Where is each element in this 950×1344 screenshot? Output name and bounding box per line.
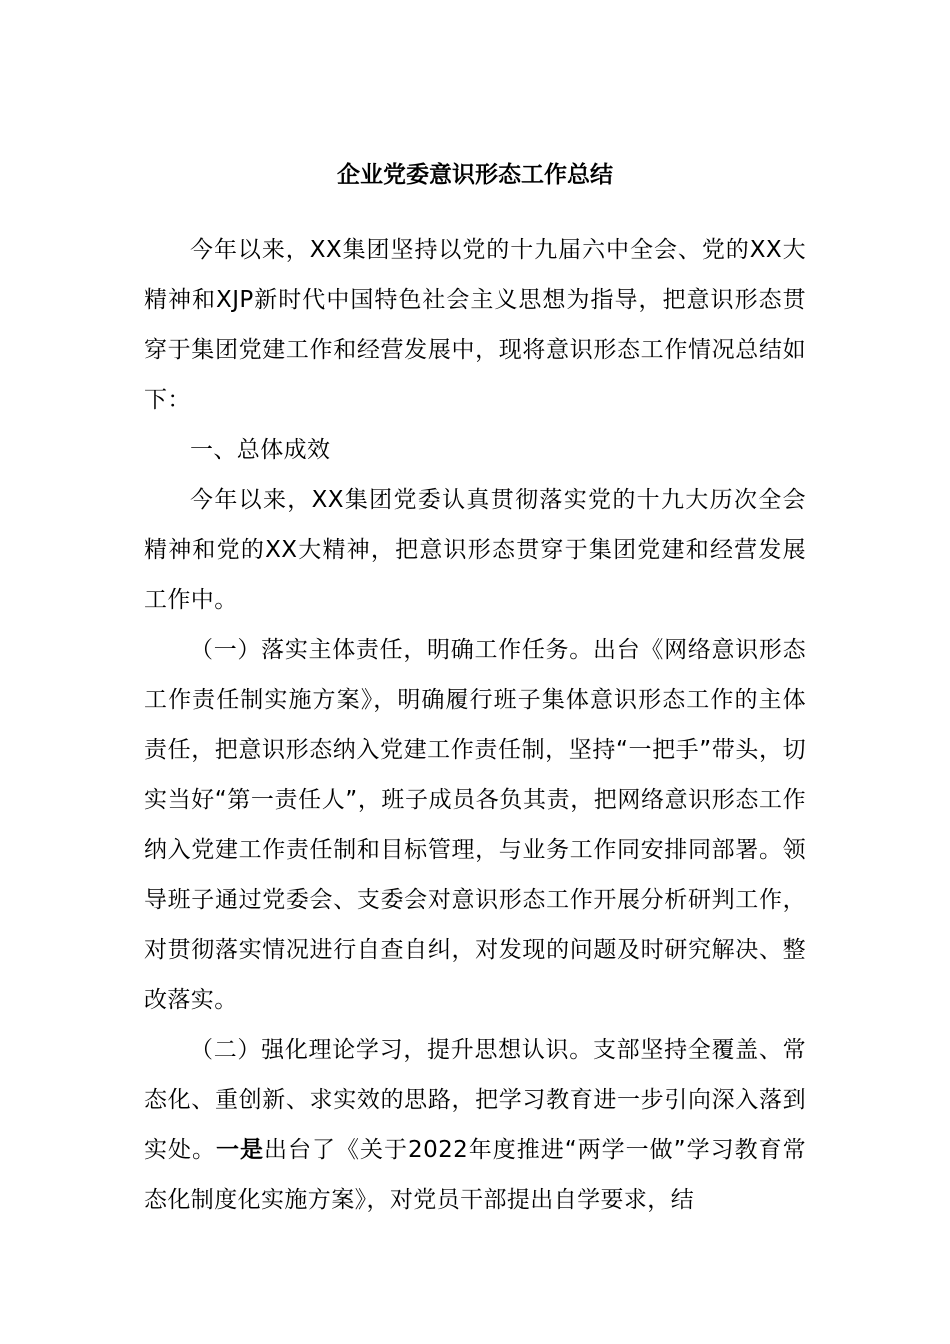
item-two-paragraph bbox=[144, 1025, 806, 1225]
item-two-text-before: （二）强化理论学习，提升思想认识。支部坚持全覆盖、常态化、重创新、求实效的思路，把学习教育进一步引向深入落到实处。 bbox=[144, 1037, 806, 1163]
item-two-text-after: 出台了《关于2022年度推进“两学一做”学习教育常态化制度化实施方案》，对党员干部提出自学要求，结 bbox=[144, 1137, 807, 1213]
item-two-bold-marker: 一是 bbox=[216, 1137, 265, 1163]
section-heading-overall-results: 一、总体成效 bbox=[190, 437, 331, 463]
intro-paragraph: 今年以来，XX集团坚持以党的十九届六中全会、党的XX大精神和XJP新时代中国特色社会主义思想为指导，把意识形态贯穿于集团党建工作和经营发展中，现将意识形态工作情况总结如下： bbox=[144, 237, 806, 413]
section-body-paragraph: 今年以来，XX集团党委认真贯彻落实党的十九大历次全会精神和党的XX大精神，把意识形态贯穿于集团党建和经营发展工作中。 bbox=[144, 487, 806, 613]
item-one-paragraph: （一）落实主体责任，明确工作任务。出台《网络意识形态工作责任制实施方案》，明确履行班子集体意识形态工作的主体责任，把意识形态纳入党建工作责任制，坚持“一把手”带头，切实当好“第一责任人”，班子成员各负其责，把网络意识形态工作纳入党建工作责任制和目标管理，与业务工作同安排同部署。领导班子通过党委会、支委会对意识形态工作开展分析研判工作，对贯彻落实情况进行自查自纠，对发现的问题及时研究解决、整改落实。 bbox=[144, 637, 806, 1013]
document-page bbox=[144, 150, 806, 1225]
document-title: 企业党委意识形态工作总结 bbox=[337, 162, 613, 188]
